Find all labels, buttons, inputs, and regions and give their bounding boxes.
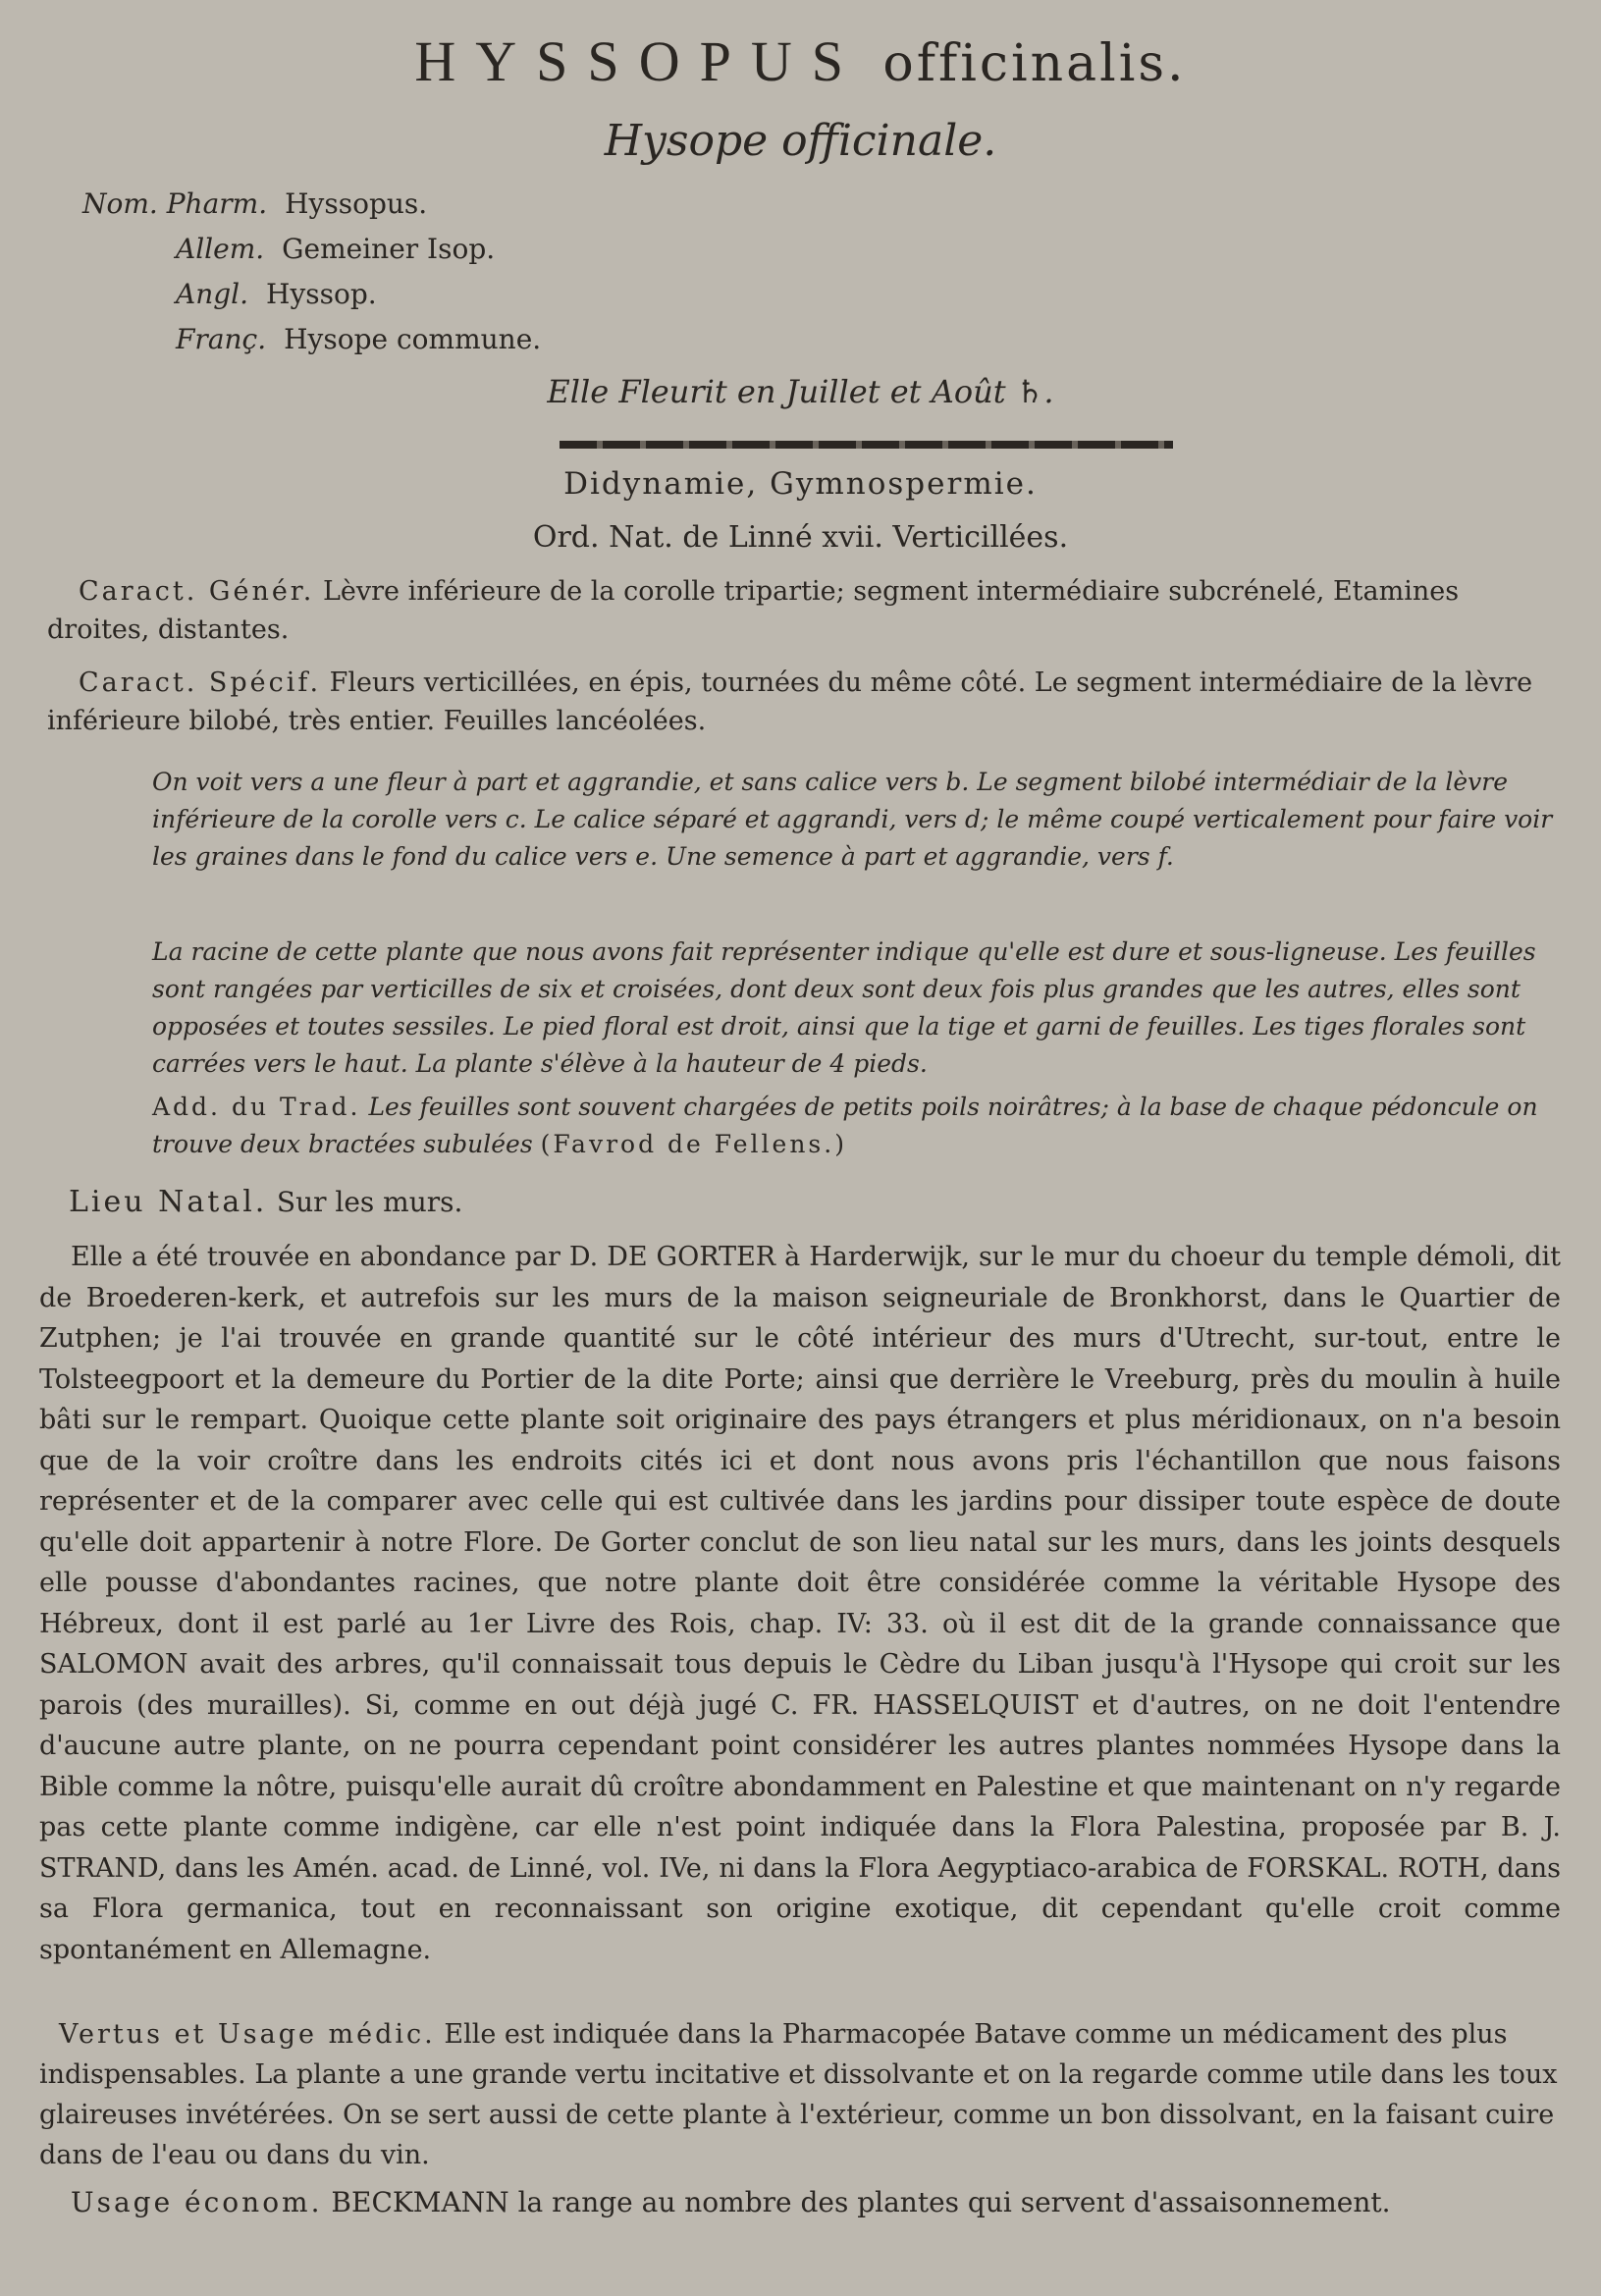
ornamental-divider xyxy=(560,441,1173,449)
section-text: BECKMANN la range au nombre des plantes qui servent d'assaisonnement. xyxy=(331,2186,1391,2218)
name-label: Franç. xyxy=(176,323,267,355)
section-label: Add. du Trad. xyxy=(152,1093,361,1121)
title-species: officinalis. xyxy=(882,34,1187,93)
section-text: Les feuilles sont souvent chargées de petits poils noirâtres; à la base de chaque pédoncule on trouve deux bractées subulées xyxy=(152,1093,1538,1158)
medicinal-uses xyxy=(39,2014,1561,2175)
translator-credit: (Favrod de Fellens.) xyxy=(540,1130,847,1158)
root-description: La racine de cette plante que nous avons fait représenter indique qu'elle est dure et sous-ligneuse. Les feuilles sont rangées par verticilles de six et croisées, dont deux sont deux fois plus grandes que les autres, elles sont opposées et toutes sessiles. Le pied floral est droit, ainsi que la tige et garni de feuilles. Les tiges florales sont carrées vers le haut. La plante s'élève à la hauteur de 4 pieds. xyxy=(152,937,1536,1078)
name-value: Gemeiner Isop. xyxy=(282,233,496,265)
economic-uses xyxy=(71,2186,1391,2218)
name-label: Angl. xyxy=(176,278,249,310)
specific-character xyxy=(47,664,1559,740)
name-row xyxy=(82,182,541,227)
natural-order: Ord. Nat. de Linné xvii. Verticillées. xyxy=(532,520,1069,555)
linnaean-class: Didynamie, Gymnospermie. xyxy=(563,466,1038,502)
name-value: Hyssop. xyxy=(266,278,377,310)
section-label: Caract. Génér. xyxy=(79,576,315,607)
habitat-discussion: Elle a été trouvée en abondance par D. DE GORTER à Harderwijk, sur le mur du choeur du temple démoli, dit de Broederen-kerk, et autrefois sur les murs de la maison seigneuriale de Bronkhorst, dans le Quartier de Zutphen; je l'ai trouvée en grande quantité sur le côté intérieur des murs d'Utrecht, sur-tout, entre le Tolsteegpoort et la demeure du Portier de la dite Porte; ainsi que derrière le Vreeburg, près du moulin à huile bâti sur le rempart. Quoique cette plante soit originaire des pays étrangers et plus méridionaux, on n'a besoin que de la voir croître dans les endroits cités ici et dont nous avons pris l'échantillon que nous faisons représenter et de la comparer avec celle qui est cultivée dans les jardins pour dissiper toute espèce de doute qu'elle doit appartenir à notre Flore. De Gorter conclut de son lieu natal sur les murs, dans les joints desquels elle pousse d'abondantes racines, que notre plante doit être considérée comme la véritable Hysope des Hébreux, dont il est parlé au 1er Livre des Rois, chap. IV: 33. où il est dit de la grande connaissance que SALOMON avait des arbres, qu'il connaissait tous depuis le Cèdre du Liban jusqu'à l'Hysope qui croit sur les parois (des murailles). Si, comme en out déjà jugé C. FR. HASSELQUIST et d'autres, on ne doit l'entendre d'aucune autre plante, on ne pourra cependant point considérer les autres plantes nommées Hysope dans la Bible comme la nôtre, puisqu'elle aurait dû croître abondamment en Palestine et que maintenant on n'y regarde pas cette plante comme indigène, car elle n'est point indiquée dans la Flora Palestina, proposée par B. J. STRAND, dans les Amén. acad. de Linné, vol. IVe, ni dans la Flora Aegyptiaco-arabica de FORSKAL. ROTH, dans sa Flora germanica, tout en reconnaissant son origine exotique, dit cependant qu'elle croit comme spontanément en Allemagne. xyxy=(39,1242,1561,1965)
vernacular-names xyxy=(82,182,541,362)
section-label: Usage économ. xyxy=(71,2186,323,2218)
page-title xyxy=(0,27,1601,94)
section-label: Caract. Spécif. xyxy=(79,667,322,698)
generic-character xyxy=(47,572,1559,649)
figure-explanation: On voit vers a une fleur à part et aggrandie, et sans calice vers b. Le segment bilobé intermédiair de la lèvre inférieure de la corolle vers c. Le calice séparé et aggrandi, vers d; le même coupé verticalement pour faire voir les graines dans le fond du calice vers e. Une semence à part et aggrandie, vers f. xyxy=(152,768,1553,871)
name-label: Nom. Pharm. xyxy=(82,187,268,220)
section-text: Lèvre inférieure de la corolle tripartie; segment intermédiaire subcrénelé, Etamines droites, distantes. xyxy=(47,576,1460,645)
section-text: Fleurs verticillées, en épis, tournées du même côté. Le segment intermédiaire de la lèvre inférieure bilobé, très entier. Feuilles lancéolées. xyxy=(47,667,1533,736)
name-row xyxy=(176,272,541,317)
section-text: Elle est indiquée dans la Pharmacopée Batave comme un médicament des plus indispensables. La plante a une grande vertu incitative et dissolvante et on la regarde comme utile dans les toux glaireuses invétérées. On se sert aussi de cette plante à l'extérieur, comme un bon dissolvant, en la faisant cuire dans de l'eau ou dans du vin. xyxy=(39,2019,1558,2170)
name-value: Hysope commune. xyxy=(284,323,542,355)
section-label: Lieu Natal. xyxy=(69,1185,268,1219)
page-subtitle: Hysope officinale. xyxy=(604,116,997,166)
name-value: Hyssopus. xyxy=(285,187,428,220)
translator-addition xyxy=(152,1089,1556,1163)
title-genus: HYSSOPUS xyxy=(414,29,863,93)
native-habitat xyxy=(69,1185,462,1219)
flowering-period: Elle Fleurit en Juillet et Août ♄. xyxy=(547,373,1054,410)
name-row xyxy=(176,317,541,362)
section-text: Sur les murs. xyxy=(276,1186,463,1218)
section-label: Vertus et Usage médic. xyxy=(59,2019,436,2050)
name-row xyxy=(176,227,541,272)
name-label: Allem. xyxy=(176,233,265,265)
